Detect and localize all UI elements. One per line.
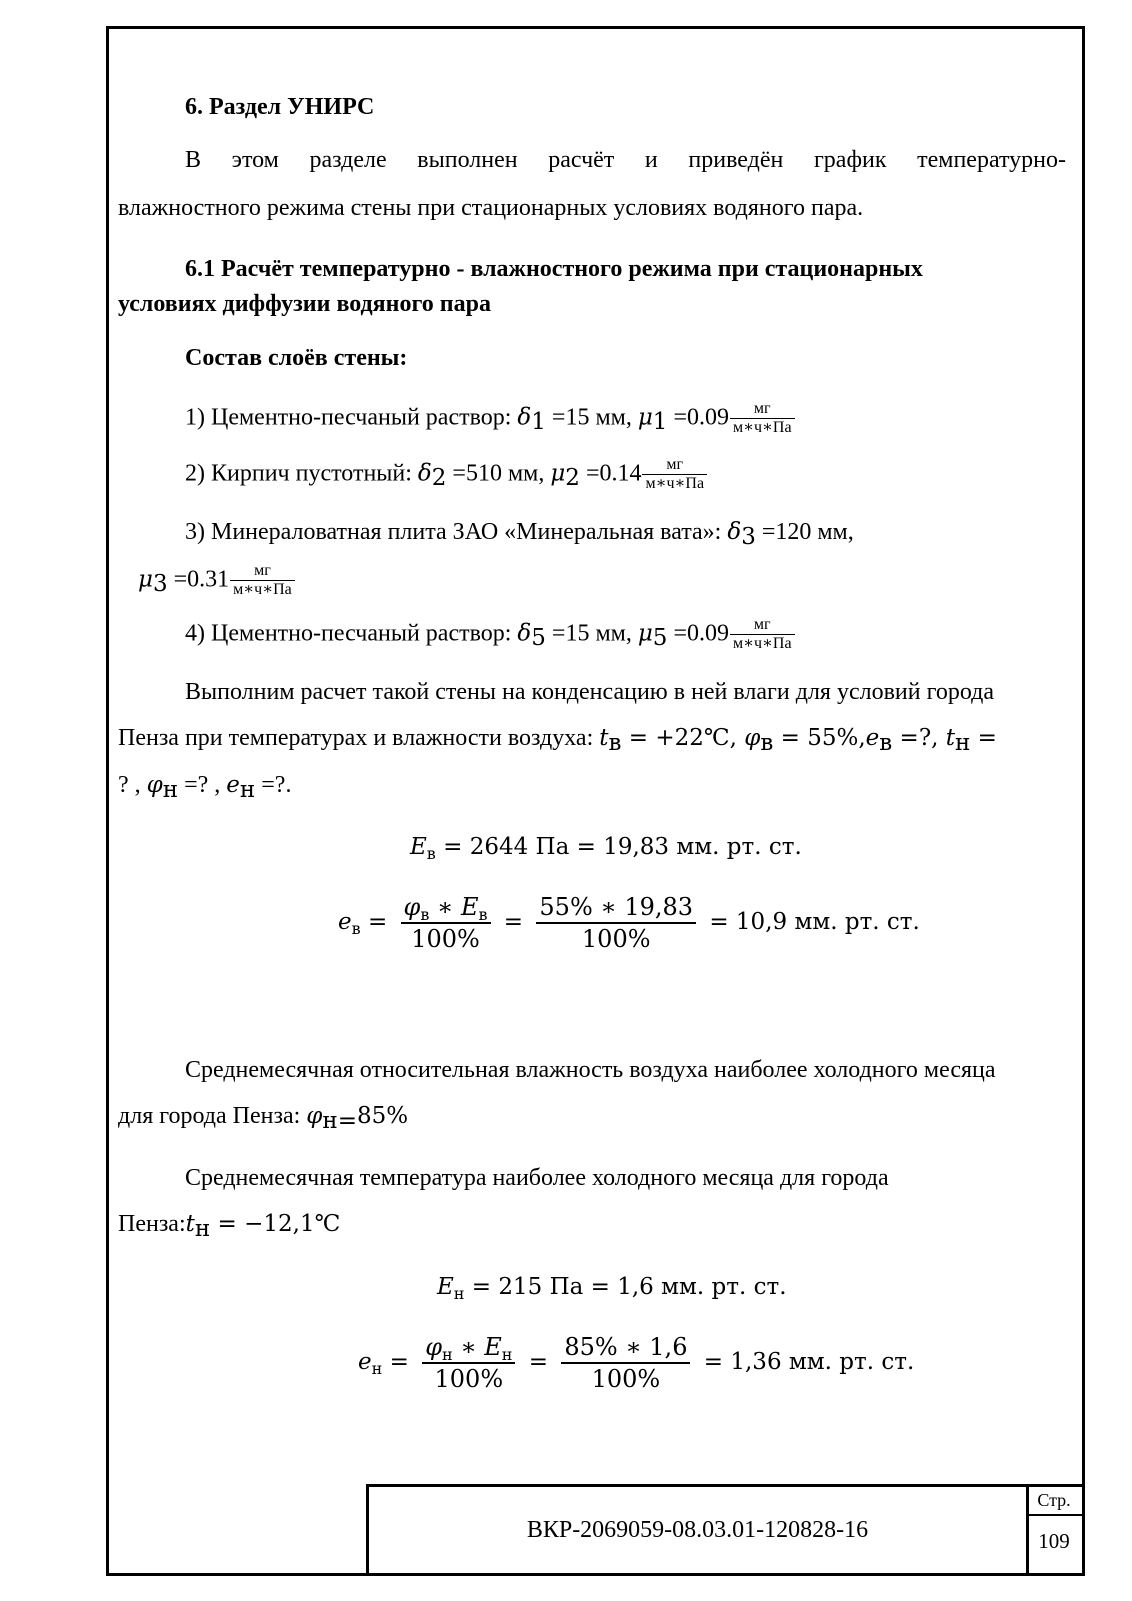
layer-prefix: 1) Цементно-песчаный раствор: — [185, 404, 518, 431]
ev-value: =?, — [892, 725, 946, 751]
section-heading: 6. Раздел УНИРС — [185, 94, 375, 120]
sub-n: н — [239, 777, 256, 803]
sub-n: н — [194, 1216, 211, 1242]
unit-fraction — [642, 456, 707, 494]
delta-value: =15 мм, — [545, 404, 638, 431]
delta-index: 5 — [531, 625, 546, 652]
En-value: = 215 Па = 1,6 мм. рт. ст. — [464, 1274, 787, 1300]
delta-value: =15 мм, — [545, 620, 638, 647]
unit-fraction — [230, 562, 295, 600]
temperature-text: Пенза: — [118, 1211, 186, 1237]
unit-denominator: м∗ч∗Па — [730, 634, 795, 653]
unit-fraction — [730, 616, 795, 654]
mu-symbol: μ — [637, 620, 653, 647]
tn-value: = — [970, 725, 997, 751]
layer-prefix: 3) Минераловатная плита ЗАО «Минеральная вата»: — [185, 519, 728, 545]
tv-value: = +22℃, — [621, 725, 745, 751]
en-value: =?. — [255, 772, 292, 798]
layer-item — [185, 456, 707, 494]
en-equation — [358, 1332, 914, 1394]
equals: = — [521, 1349, 556, 1375]
mu-symbol: μ — [138, 566, 153, 593]
sub-v: в — [426, 844, 436, 863]
mu-index: 5 — [652, 625, 668, 652]
calc-line-3 — [118, 772, 292, 803]
ev-equation — [338, 892, 920, 954]
ev-numerator — [401, 892, 491, 922]
calc-text: ? , — [118, 772, 147, 798]
layer-item — [185, 519, 854, 550]
unit-denominator: м∗ч∗Па — [642, 474, 707, 493]
delta-symbol: δ — [727, 519, 742, 545]
e-symbol: e — [226, 772, 240, 798]
document-code: ВКР-2069059-08.03.01-120828-16 — [526, 1517, 869, 1543]
mu-value: =0.14 — [579, 460, 642, 487]
subsection-heading-line-2: условиях диффузии водяного пара — [118, 291, 491, 317]
phin-value: =? , — [178, 772, 227, 798]
page-number: 109 — [1038, 1529, 1070, 1553]
sub-v: в — [760, 730, 774, 756]
delta-index: 3 — [741, 524, 756, 550]
delta-symbol: δ — [517, 404, 532, 431]
intro-line-2: влажностного режима стены при стационарных условиях водяного пара. — [118, 195, 864, 221]
en-result: = 1,36 мм. рт. ст. — [696, 1349, 915, 1375]
page-label: Стр. — [1037, 1490, 1071, 1510]
unit-denominator: м∗ч∗Па — [230, 580, 295, 599]
phi-symbol: φ — [146, 772, 163, 798]
calc-line-2 — [118, 725, 997, 756]
en-fraction-1 — [422, 1332, 515, 1394]
layers-heading: Состав слоёв стены: — [185, 345, 408, 371]
humidity-value: 85% — [357, 1103, 409, 1129]
times: ∗ — [452, 1333, 485, 1361]
calc-text: Пенза при температурах и влажности воздуха: — [118, 725, 600, 751]
unit-numerator: мг — [753, 616, 771, 633]
calc-line-1: Выполним расчет такой стены на конденсацию в ней влаги для условий города — [185, 679, 995, 705]
times: ∗ — [429, 893, 461, 921]
humidity-text: для города Пенза: — [118, 1103, 307, 1129]
subsection-heading-line-1: 6.1 Расчёт температурно - влажностного режима при стационарных — [185, 256, 923, 282]
sub-v: в — [608, 730, 622, 756]
sub-v: в — [420, 905, 430, 924]
delta-index: 1 — [531, 409, 546, 436]
e-symbol: e — [338, 909, 352, 935]
E-symbol: E — [410, 834, 427, 860]
equals: = — [360, 909, 395, 935]
ev-numerator-2: 55% ∗ 19,83 — [539, 893, 694, 921]
layer-item — [185, 616, 795, 654]
delta-index: 2 — [431, 465, 447, 492]
mu-symbol: μ — [550, 460, 566, 487]
mu-value: =0.09 — [667, 620, 729, 647]
ev-denominator-2: 100% — [536, 922, 696, 954]
mu-index: 2 — [565, 465, 580, 492]
E-symbol: E — [460, 893, 479, 921]
mu-value: =0.09 — [667, 404, 729, 431]
En-equation — [437, 1274, 787, 1303]
unit-denominator: м∗ч∗Па — [730, 418, 795, 437]
phi-symbol: φ — [744, 725, 761, 751]
layer-prefix: 2) Кирпич пустотный: — [185, 460, 418, 487]
ev-result: = 10,9 мм. рт. ст. — [702, 909, 920, 935]
equals: = — [496, 909, 531, 935]
temperature-line-1: Среднемесячная температура наиболее холодного месяца для города — [185, 1165, 889, 1191]
e-symbol: e — [865, 725, 880, 751]
delta-symbol: δ — [417, 460, 432, 487]
phi-symbol: φ — [403, 893, 421, 921]
unit-numerator: мг — [666, 456, 684, 473]
sub-n-eq: н= — [322, 1108, 357, 1134]
Ev-value: = 2644 Па = 19,83 мм. рт. ст. — [435, 834, 802, 860]
ev-fraction-2 — [536, 892, 696, 954]
t-symbol: t — [599, 725, 609, 751]
ev-denominator: 100% — [401, 922, 491, 954]
ev-fraction-1 — [401, 892, 491, 954]
layer-prefix: 4) Цементно-песчаный раствор: — [185, 620, 518, 647]
en-denominator: 100% — [422, 1362, 515, 1394]
humidity-line-2 — [118, 1103, 409, 1134]
sub-v: в — [351, 919, 361, 938]
sub-n: н — [162, 777, 179, 803]
delta-symbol: δ — [517, 620, 532, 647]
sub-n: н — [955, 730, 971, 756]
phiv-value: = 55%, — [773, 725, 866, 751]
en-numerator-2: 85% ∗ 1,6 — [564, 1333, 688, 1361]
layer-item — [185, 400, 795, 438]
E-symbol: E — [484, 1333, 502, 1361]
temperature-value: = −12,1℃ — [210, 1211, 341, 1237]
sub-v: в — [478, 905, 488, 924]
Ev-equation — [410, 834, 802, 863]
mu-symbol: μ — [637, 404, 653, 431]
mu-value: =0.31 — [167, 566, 230, 593]
stamp-border-top — [366, 1484, 1082, 1487]
delta-value: =510 мм, — [446, 460, 551, 487]
sub-n: н — [501, 1345, 513, 1364]
t-symbol: t — [185, 1211, 195, 1237]
sub-n: н — [371, 1359, 383, 1378]
equals: = — [382, 1349, 417, 1375]
unit-numerator: мг — [753, 400, 771, 417]
phi-symbol: φ — [306, 1103, 323, 1129]
sub-n: н — [442, 1345, 453, 1364]
delta-value: =120 мм, — [755, 519, 854, 545]
t-symbol: t — [945, 725, 956, 751]
en-denominator-2: 100% — [561, 1362, 690, 1394]
temperature-line-2 — [118, 1211, 341, 1242]
E-symbol: E — [437, 1274, 454, 1300]
sub-n: н — [453, 1284, 465, 1303]
en-numerator — [422, 1332, 515, 1362]
unit-numerator: мг — [254, 562, 271, 579]
mu-index: 3 — [152, 571, 168, 598]
humidity-line-1: Среднемесячная относительная влажность воздуха наиболее холодного месяца — [185, 1057, 996, 1083]
stamp-divider — [1026, 1514, 1082, 1516]
sub-v: в — [879, 730, 893, 756]
layer-item-continued — [138, 562, 295, 600]
en-fraction-2 — [561, 1332, 690, 1394]
intro-line-1: В этом разделе выполнен расчёт и приведён график температурно- — [185, 147, 1066, 173]
phi-symbol: φ — [425, 1333, 443, 1361]
e-symbol: e — [358, 1349, 372, 1375]
unit-fraction — [730, 400, 795, 438]
mu-index: 1 — [652, 409, 668, 436]
